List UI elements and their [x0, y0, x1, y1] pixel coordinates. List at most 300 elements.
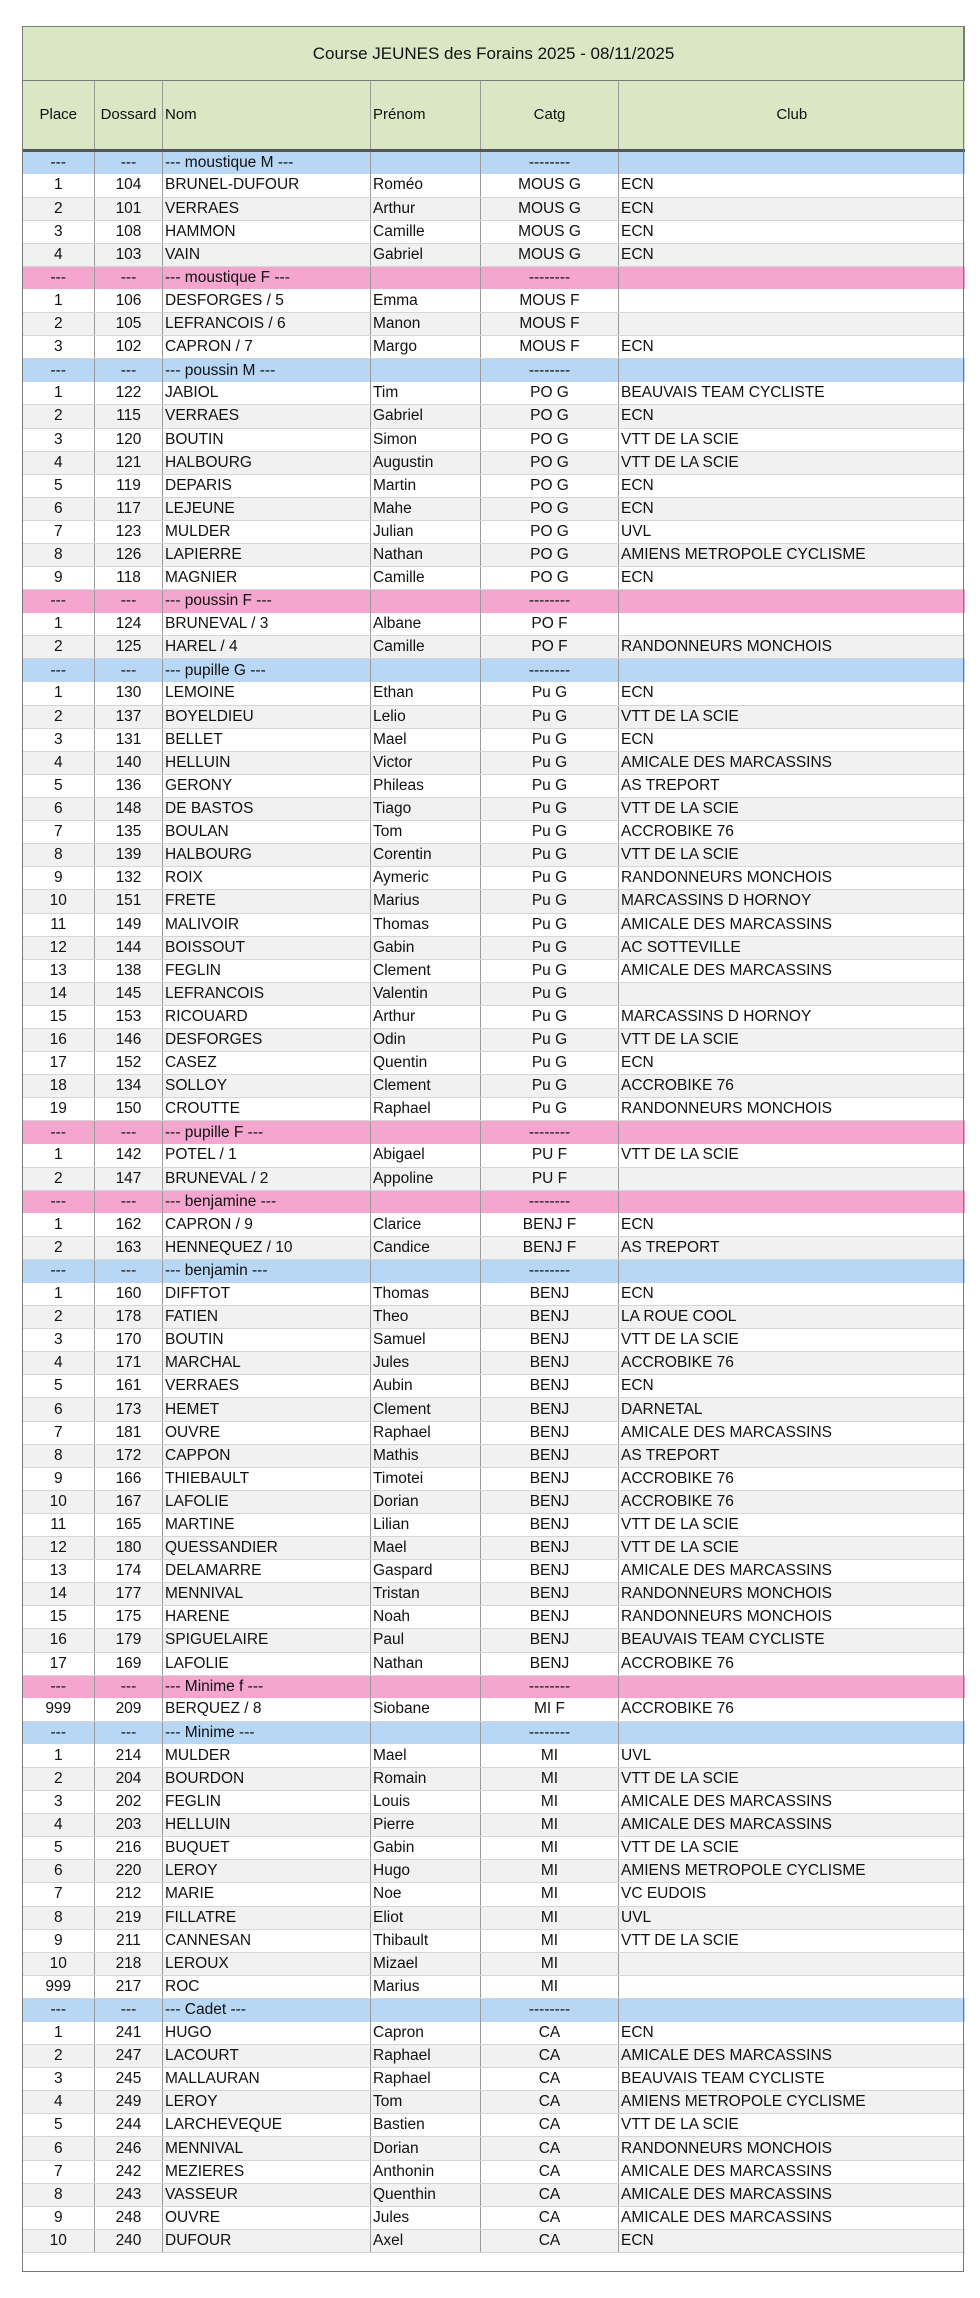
- nom-cell: LEROUX: [163, 1952, 371, 1975]
- section-prenom: [371, 1675, 481, 1698]
- table-row: [23, 405, 965, 428]
- place-cell: 18: [23, 1075, 95, 1098]
- place-cell: 1: [23, 289, 95, 312]
- section-catg: --------: [481, 659, 619, 682]
- nom-cell: MENNIVAL: [163, 1583, 371, 1606]
- table-row: [23, 2022, 965, 2045]
- club-cell: AS TREPORT: [619, 774, 965, 797]
- place-cell: 4: [23, 243, 95, 266]
- place-cell: 3: [23, 2068, 95, 2091]
- table-row: [23, 428, 965, 451]
- place-cell: 3: [23, 220, 95, 243]
- table-row: [23, 1283, 965, 1306]
- catg-cell: Pu G: [481, 1098, 619, 1121]
- club-cell: AMICALE DES MARCASSINS: [619, 2183, 965, 2206]
- table-row: [23, 1583, 965, 1606]
- club-cell: ACCROBIKE 76: [619, 1698, 965, 1721]
- dossard-cell: 162: [95, 1213, 163, 1236]
- place-cell: 3: [23, 1329, 95, 1352]
- table-row: [23, 2183, 965, 2206]
- catg-cell: Pu G: [481, 890, 619, 913]
- page-title: Course JEUNES des Forains 2025 - 08/11/2025: [23, 27, 965, 81]
- catg-cell: PO G: [481, 567, 619, 590]
- dossard-cell: 166: [95, 1467, 163, 1490]
- section-prenom: [371, 151, 481, 175]
- nom-cell: DE BASTOS: [163, 798, 371, 821]
- table-row: [23, 544, 965, 567]
- section-header-row: [23, 1675, 965, 1698]
- prenom-cell: Albane: [371, 613, 481, 636]
- prenom-cell: Mahe: [371, 497, 481, 520]
- section-club: [619, 266, 965, 289]
- nom-cell: HUGO: [163, 2022, 371, 2045]
- club-cell: [619, 289, 965, 312]
- table-row: [23, 1213, 965, 1236]
- catg-cell: BENJ: [481, 1352, 619, 1375]
- place-cell: 16: [23, 1028, 95, 1051]
- place-cell: 2: [23, 1767, 95, 1790]
- prenom-cell: Nathan: [371, 1652, 481, 1675]
- section-label: --- Minime ---: [163, 1721, 371, 1744]
- catg-cell: Pu G: [481, 821, 619, 844]
- section-club: [619, 359, 965, 382]
- dossard-cell: 153: [95, 1005, 163, 1028]
- section-club: [619, 1721, 965, 1744]
- section-label: --- pupille G ---: [163, 659, 371, 682]
- section-label: --- Minime f ---: [163, 1675, 371, 1698]
- table-row: [23, 1606, 965, 1629]
- catg-cell: BENJ: [481, 1652, 619, 1675]
- nom-cell: LARCHEVEQUE: [163, 2114, 371, 2137]
- table-row: [23, 705, 965, 728]
- prenom-cell: Odin: [371, 1028, 481, 1051]
- prenom-cell: Julian: [371, 520, 481, 543]
- nom-cell: MENNIVAL: [163, 2137, 371, 2160]
- prenom-cell: Gabin: [371, 1837, 481, 1860]
- header-catg: Catg: [481, 81, 619, 151]
- club-cell: ECN: [619, 474, 965, 497]
- section-prenom: [371, 359, 481, 382]
- prenom-cell: Gabriel: [371, 243, 481, 266]
- catg-cell: Pu G: [481, 936, 619, 959]
- place-cell: 10: [23, 1952, 95, 1975]
- club-cell: AMICALE DES MARCASSINS: [619, 1421, 965, 1444]
- nom-cell: FATIEN: [163, 1306, 371, 1329]
- dossard-cell: 165: [95, 1513, 163, 1536]
- place-cell: 17: [23, 1052, 95, 1075]
- place-cell: 1: [23, 1283, 95, 1306]
- dossard-cell: 169: [95, 1652, 163, 1675]
- catg-cell: Pu G: [481, 1028, 619, 1051]
- club-cell: ECN: [619, 336, 965, 359]
- dossard-cell: 174: [95, 1560, 163, 1583]
- nom-cell: OUVRE: [163, 1421, 371, 1444]
- table-row: [23, 1860, 965, 1883]
- nom-cell: BOYELDIEU: [163, 705, 371, 728]
- catg-cell: CA: [481, 2229, 619, 2252]
- place-cell: 1: [23, 174, 95, 197]
- nom-cell: BOURDON: [163, 1767, 371, 1790]
- section-dossard: ---: [95, 151, 163, 175]
- club-cell: MARCASSINS D HORNOY: [619, 1005, 965, 1028]
- table-row: [23, 1144, 965, 1167]
- nom-cell: MARIE: [163, 1883, 371, 1906]
- catg-cell: PO F: [481, 613, 619, 636]
- place-cell: 4: [23, 1814, 95, 1837]
- prenom-cell: Augustin: [371, 451, 481, 474]
- table-row: [23, 1444, 965, 1467]
- dossard-cell: 160: [95, 1283, 163, 1306]
- section-place: ---: [23, 1190, 95, 1213]
- table-row: [23, 1375, 965, 1398]
- catg-cell: BENJ F: [481, 1236, 619, 1259]
- dossard-cell: 171: [95, 1352, 163, 1375]
- nom-cell: HALBOURG: [163, 844, 371, 867]
- section-label: --- pupille F ---: [163, 1121, 371, 1144]
- prenom-cell: Quentin: [371, 1052, 481, 1075]
- dossard-cell: 104: [95, 174, 163, 197]
- catg-cell: PU F: [481, 1144, 619, 1167]
- dossard-cell: 145: [95, 982, 163, 1005]
- dossard-cell: 218: [95, 1952, 163, 1975]
- dossard-cell: 240: [95, 2229, 163, 2252]
- section-dossard: ---: [95, 1190, 163, 1213]
- dossard-cell: 131: [95, 728, 163, 751]
- prenom-cell: Pierre: [371, 1814, 481, 1837]
- table-row: [23, 1952, 965, 1975]
- catg-cell: BENJ: [481, 1306, 619, 1329]
- table-row: [23, 1098, 965, 1121]
- dossard-cell: 211: [95, 1929, 163, 1952]
- dossard-cell: 242: [95, 2160, 163, 2183]
- club-cell: [619, 1952, 965, 1975]
- dossard-cell: 180: [95, 1537, 163, 1560]
- place-cell: 7: [23, 2160, 95, 2183]
- catg-cell: MOUS F: [481, 313, 619, 336]
- catg-cell: BENJ: [481, 1490, 619, 1513]
- table-row: [23, 959, 965, 982]
- place-cell: 7: [23, 1883, 95, 1906]
- section-place: ---: [23, 1121, 95, 1144]
- table-row: [23, 1052, 965, 1075]
- place-cell: 12: [23, 936, 95, 959]
- club-cell: ACCROBIKE 76: [619, 1352, 965, 1375]
- place-cell: 4: [23, 451, 95, 474]
- table-row: [23, 821, 965, 844]
- prenom-cell: Nathan: [371, 544, 481, 567]
- section-header-row: [23, 590, 965, 613]
- dossard-cell: 147: [95, 1167, 163, 1190]
- place-cell: 2: [23, 1167, 95, 1190]
- prenom-cell: Margo: [371, 336, 481, 359]
- club-cell: AMIENS METROPOLE CYCLISME: [619, 1860, 965, 1883]
- place-cell: 2: [23, 405, 95, 428]
- place-cell: 3: [23, 336, 95, 359]
- nom-cell: VAIN: [163, 243, 371, 266]
- nom-cell: HALBOURG: [163, 451, 371, 474]
- prenom-cell: Noe: [371, 1883, 481, 1906]
- table-row: [23, 567, 965, 590]
- club-cell: AMICALE DES MARCASSINS: [619, 2206, 965, 2229]
- prenom-cell: Dorian: [371, 2137, 481, 2160]
- place-cell: 9: [23, 1467, 95, 1490]
- section-club: [619, 1998, 965, 2021]
- catg-cell: Pu G: [481, 682, 619, 705]
- catg-cell: Pu G: [481, 1005, 619, 1028]
- club-cell: AC SOTTEVILLE: [619, 936, 965, 959]
- club-cell: ACCROBIKE 76: [619, 821, 965, 844]
- club-cell: AMICALE DES MARCASSINS: [619, 2045, 965, 2068]
- dossard-cell: 181: [95, 1421, 163, 1444]
- nom-cell: HAMMON: [163, 220, 371, 243]
- table-row: [23, 844, 965, 867]
- table-row: [23, 1883, 965, 1906]
- dossard-cell: 216: [95, 1837, 163, 1860]
- nom-cell: MARCHAL: [163, 1352, 371, 1375]
- prenom-cell: Theo: [371, 1306, 481, 1329]
- table-row: [23, 1167, 965, 1190]
- section-prenom: [371, 590, 481, 613]
- place-cell: 5: [23, 774, 95, 797]
- section-header-row: [23, 151, 965, 175]
- dossard-cell: 179: [95, 1629, 163, 1652]
- nom-cell: ROC: [163, 1975, 371, 1998]
- dossard-cell: 243: [95, 2183, 163, 2206]
- place-cell: 6: [23, 798, 95, 821]
- table-row: [23, 289, 965, 312]
- header-dossard: Dossard: [95, 81, 163, 151]
- club-cell: RANDONNEURS MONCHOIS: [619, 636, 965, 659]
- place-cell: 14: [23, 982, 95, 1005]
- dossard-cell: 248: [95, 2206, 163, 2229]
- club-cell: RANDONNEURS MONCHOIS: [619, 1606, 965, 1629]
- place-cell: 12: [23, 1537, 95, 1560]
- dossard-cell: 119: [95, 474, 163, 497]
- club-cell: VTT DE LA SCIE: [619, 844, 965, 867]
- dossard-cell: 172: [95, 1444, 163, 1467]
- place-cell: 6: [23, 1860, 95, 1883]
- table-row: [23, 1467, 965, 1490]
- catg-cell: CA: [481, 2091, 619, 2114]
- dossard-cell: 247: [95, 2045, 163, 2068]
- place-cell: 2: [23, 1236, 95, 1259]
- dossard-cell: 106: [95, 289, 163, 312]
- club-cell: ECN: [619, 220, 965, 243]
- dossard-cell: 108: [95, 220, 163, 243]
- table-row: [23, 1352, 965, 1375]
- prenom-cell: Raphael: [371, 1421, 481, 1444]
- nom-cell: SPIGUELAIRE: [163, 1629, 371, 1652]
- section-header-row: [23, 266, 965, 289]
- catg-cell: PO G: [481, 520, 619, 543]
- place-cell: 2: [23, 197, 95, 220]
- catg-cell: CA: [481, 2160, 619, 2183]
- place-cell: 999: [23, 1975, 95, 1998]
- dossard-cell: 103: [95, 243, 163, 266]
- section-catg: --------: [481, 151, 619, 175]
- table-row: [23, 1629, 965, 1652]
- place-cell: 1: [23, 382, 95, 405]
- dossard-cell: 122: [95, 382, 163, 405]
- place-cell: 2: [23, 1306, 95, 1329]
- catg-cell: MOUS G: [481, 243, 619, 266]
- catg-cell: PO G: [481, 497, 619, 520]
- prenom-cell: Romain: [371, 1767, 481, 1790]
- prenom-cell: Corentin: [371, 844, 481, 867]
- nom-cell: CAPRON / 7: [163, 336, 371, 359]
- club-cell: VTT DE LA SCIE: [619, 1767, 965, 1790]
- section-dossard: ---: [95, 659, 163, 682]
- nom-cell: DESFORGES / 5: [163, 289, 371, 312]
- prenom-cell: Marius: [371, 1975, 481, 1998]
- table-row: [23, 1767, 965, 1790]
- catg-cell: MOUS G: [481, 220, 619, 243]
- prenom-cell: Tom: [371, 2091, 481, 2114]
- dossard-cell: 117: [95, 497, 163, 520]
- prenom-cell: Mael: [371, 728, 481, 751]
- dossard-cell: 135: [95, 821, 163, 844]
- nom-cell: LAFOLIE: [163, 1490, 371, 1513]
- place-cell: 14: [23, 1583, 95, 1606]
- place-cell: 7: [23, 520, 95, 543]
- section-dossard: ---: [95, 359, 163, 382]
- dossard-cell: 136: [95, 774, 163, 797]
- dossard-cell: 220: [95, 1860, 163, 1883]
- club-cell: ACCROBIKE 76: [619, 1467, 965, 1490]
- table-row: [23, 1075, 965, 1098]
- section-place: ---: [23, 1675, 95, 1698]
- catg-cell: PO G: [481, 405, 619, 428]
- section-place: ---: [23, 1259, 95, 1282]
- table-row: [23, 313, 965, 336]
- place-cell: 2: [23, 636, 95, 659]
- catg-cell: BENJ: [481, 1283, 619, 1306]
- dossard-cell: 105: [95, 313, 163, 336]
- section-place: ---: [23, 590, 95, 613]
- prenom-cell: Anthonin: [371, 2160, 481, 2183]
- club-cell: RANDONNEURS MONCHOIS: [619, 2137, 965, 2160]
- nom-cell: MALIVOIR: [163, 913, 371, 936]
- table-row: [23, 2137, 965, 2160]
- club-cell: [619, 982, 965, 1005]
- club-cell: RANDONNEURS MONCHOIS: [619, 1583, 965, 1606]
- club-cell: RANDONNEURS MONCHOIS: [619, 867, 965, 890]
- section-prenom: [371, 1190, 481, 1213]
- nom-cell: HELLUIN: [163, 1814, 371, 1837]
- club-cell: VC EUDOIS: [619, 1883, 965, 1906]
- catg-cell: BENJ: [481, 1444, 619, 1467]
- prenom-cell: Raphael: [371, 2045, 481, 2068]
- prenom-cell: Clement: [371, 959, 481, 982]
- prenom-cell: Samuel: [371, 1329, 481, 1352]
- club-cell: VTT DE LA SCIE: [619, 705, 965, 728]
- dossard-cell: 173: [95, 1398, 163, 1421]
- catg-cell: MOUS F: [481, 336, 619, 359]
- club-cell: ECN: [619, 1213, 965, 1236]
- table-row: [23, 474, 965, 497]
- table-row: [23, 174, 965, 197]
- club-cell: VTT DE LA SCIE: [619, 428, 965, 451]
- place-cell: 6: [23, 1398, 95, 1421]
- place-cell: 11: [23, 913, 95, 936]
- club-cell: ECN: [619, 497, 965, 520]
- header-club: Club: [619, 81, 965, 151]
- table-row: [23, 1306, 965, 1329]
- section-catg: --------: [481, 266, 619, 289]
- club-cell: VTT DE LA SCIE: [619, 2114, 965, 2137]
- section-prenom: [371, 1998, 481, 2021]
- dossard-cell: 149: [95, 913, 163, 936]
- catg-cell: Pu G: [481, 982, 619, 1005]
- prenom-cell: Paul: [371, 1629, 481, 1652]
- nom-cell: LEFRANCOIS / 6: [163, 313, 371, 336]
- catg-cell: MI: [481, 1767, 619, 1790]
- table-row: [23, 2160, 965, 2183]
- catg-cell: Pu G: [481, 913, 619, 936]
- club-cell: AMICALE DES MARCASSINS: [619, 1814, 965, 1837]
- section-prenom: [371, 1721, 481, 1744]
- prenom-cell: Arthur: [371, 1005, 481, 1028]
- nom-cell: MARTINE: [163, 1513, 371, 1536]
- results-table: [22, 26, 965, 2253]
- section-label: --- benjamin ---: [163, 1259, 371, 1282]
- place-cell: 10: [23, 890, 95, 913]
- catg-cell: CA: [481, 2022, 619, 2045]
- place-cell: 1: [23, 682, 95, 705]
- club-cell: UVL: [619, 520, 965, 543]
- nom-cell: FILLATRE: [163, 1906, 371, 1929]
- prenom-cell: Noah: [371, 1606, 481, 1629]
- place-cell: 8: [23, 544, 95, 567]
- table-row: [23, 751, 965, 774]
- dossard-cell: 163: [95, 1236, 163, 1259]
- table-row: [23, 1490, 965, 1513]
- dossard-cell: 178: [95, 1306, 163, 1329]
- dossard-cell: 148: [95, 798, 163, 821]
- club-cell: VTT DE LA SCIE: [619, 798, 965, 821]
- table-row: [23, 1791, 965, 1814]
- club-cell: AS TREPORT: [619, 1236, 965, 1259]
- header-row: [23, 81, 965, 151]
- section-header-row: [23, 1721, 965, 1744]
- nom-cell: CAPRON / 9: [163, 1213, 371, 1236]
- prenom-cell: Mizael: [371, 1952, 481, 1975]
- prenom-cell: Victor: [371, 751, 481, 774]
- section-place: ---: [23, 151, 95, 175]
- nom-cell: CASEZ: [163, 1052, 371, 1075]
- club-cell: ECN: [619, 728, 965, 751]
- club-cell: VTT DE LA SCIE: [619, 1929, 965, 1952]
- dossard-cell: 137: [95, 705, 163, 728]
- dossard-cell: 161: [95, 1375, 163, 1398]
- catg-cell: BENJ: [481, 1375, 619, 1398]
- section-prenom: [371, 1259, 481, 1282]
- table-row: [23, 2091, 965, 2114]
- nom-cell: VASSEUR: [163, 2183, 371, 2206]
- table-row: [23, 243, 965, 266]
- prenom-cell: Raphael: [371, 2068, 481, 2091]
- club-cell: AS TREPORT: [619, 1444, 965, 1467]
- table-row: [23, 1652, 965, 1675]
- prenom-cell: Thomas: [371, 1283, 481, 1306]
- club-cell: LA ROUE COOL: [619, 1306, 965, 1329]
- place-cell: 9: [23, 867, 95, 890]
- nom-cell: LEMOINE: [163, 682, 371, 705]
- catg-cell: Pu G: [481, 751, 619, 774]
- catg-cell: PO G: [481, 428, 619, 451]
- prenom-cell: Thomas: [371, 913, 481, 936]
- catg-cell: Pu G: [481, 959, 619, 982]
